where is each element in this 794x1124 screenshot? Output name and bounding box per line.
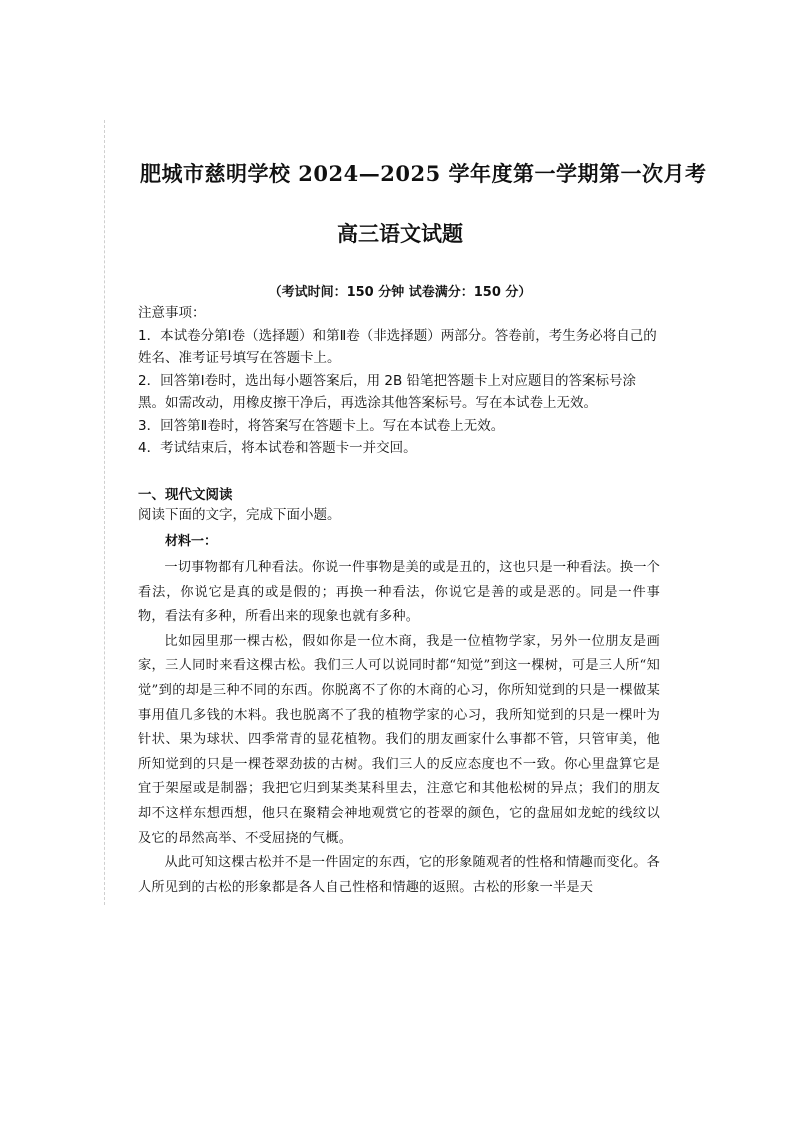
exam-title: 肥城市慈明学校 2024—2025 学年度第一学期第一次月考	[140, 161, 707, 186]
section-heading: 一、现代文阅读	[138, 487, 233, 503]
paragraph: 从此可知这棵古松并不是一件固定的东西，它的形象随观者的性格和情趣而变化。各人所见到的古松的形象都是各人自己性格和情趣的返照。古松的形象一半是天	[138, 855, 660, 895]
note-item-2: 2．回答第Ⅰ卷时，选出每小题答案后，用 2B 铅笔把答题卡上对应题目的答案标号涂黑。如需改动，用橡皮擦干净后，再选涂其他答案标号。写在本试卷上无效。	[138, 372, 637, 411]
binding-margin-line	[104, 120, 105, 905]
note-item-4: 4．考试结束后，将本试卷和答题卡一并交回。	[138, 440, 417, 456]
paragraph: 比如园里那一棵古松，假如你是一位木商，我是一位植物学家，另外一位朋友是画家，三人同时来看这棵古松。我们三人可以说同时都“知觉”到这一棵树，可是三人所“知觉”到的却是三种不同的东西。你脱离不了你的木商的心习，你所知觉到的只是一棵做某事用值几多钱的木料。我也脱离不了我的植物学家的心习，我所知觉到的只是一棵叶为针状、果为球状、四季常青的显花植物。我们的朋友画家什么事都不管，只管审美，他所知觉到的只是一棵苍翠劲拔的古树。我们三人的反应态度也不一致。你心里盘算它是宜于架屋或是制器；我把它归到某类某科里去，注意它和其他松树的异点；我们的朋友却不这样东想西想，他只在聚精会神地观赏它的苍翠的颜色，它的盘屈如龙蛇的线纹以及它的昂然高举、不受屈挠的气概。	[138, 633, 660, 846]
paragraph: 一切事物都有几种看法。你说一件事物是美的或是丑的，这也只是一种看法。换一个看法，你说它是真的或是假的；再换一种看法，你说它是善的或是恶的。同是一件事物，看法有多种，所看出来的现象也就有多种。	[138, 560, 660, 625]
material-label: 材料一：	[165, 534, 218, 549]
material-text	[138, 556, 660, 900]
note-item-3: 3．回答第Ⅱ卷时，将答案写在答题卡上。写在本试卷上无效。	[138, 417, 505, 434]
reading-instruction: 阅读下面的文字，完成下面小题。	[138, 507, 341, 523]
note-item-1: 1．本试卷分第Ⅰ卷（选择题）和第Ⅱ卷（非选择题）两部分。答卷前，考生务必将自己的姓名、准考证号填写在答题卡上。	[138, 327, 657, 366]
exam-time-and-score: （考试时间：150 分钟 试卷满分：150 分）	[268, 285, 532, 300]
notes-block	[138, 302, 660, 460]
notes-heading: 注意事项：	[138, 305, 206, 321]
exam-subtitle: 高三语文试题	[337, 221, 463, 246]
